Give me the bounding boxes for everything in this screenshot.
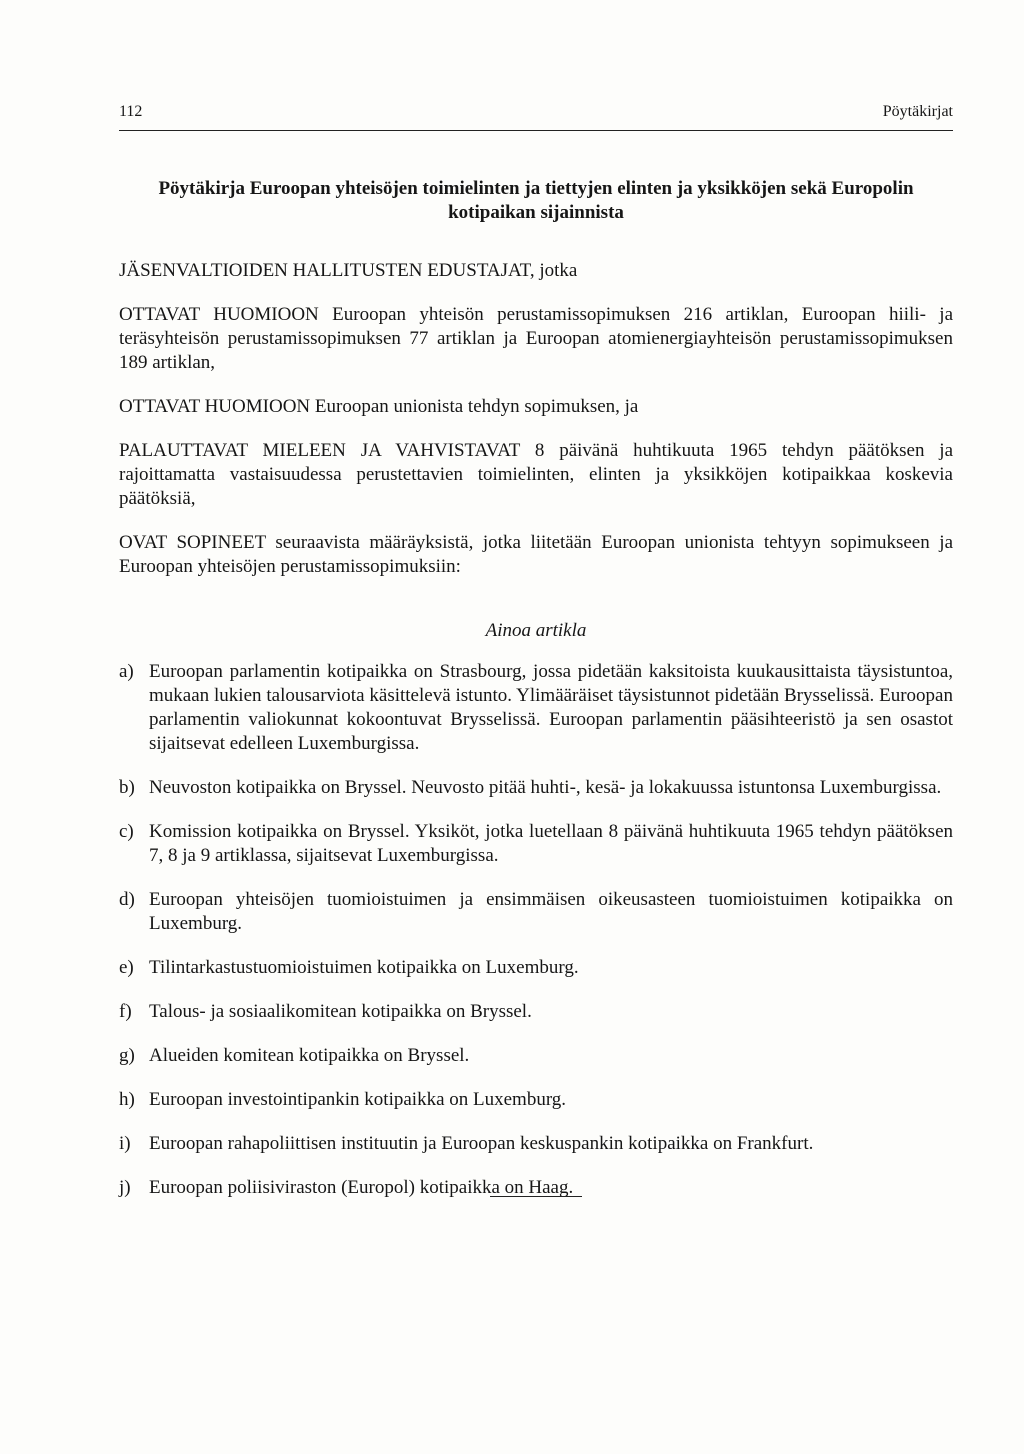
- end-rule: [490, 1196, 582, 1197]
- list-item: [119, 820, 953, 868]
- item-letter: i): [119, 1133, 131, 1154]
- item-letter: d): [119, 889, 135, 910]
- article-item-list: [119, 660, 953, 1200]
- item-letter: h): [119, 1089, 135, 1110]
- intro-paragraph: JÄSENVALTIOIDEN HALLITUSTEN EDUSTAJAT, jotka: [119, 260, 578, 281]
- item-text: Euroopan poliisiviraston (Europol) kotipaikka on Haag.: [149, 1177, 574, 1198]
- item-text: Talous- ja sosiaalikomitean kotipaikka on Bryssel.: [149, 1001, 532, 1022]
- item-letter: j): [119, 1177, 131, 1198]
- list-item: [119, 1044, 953, 1068]
- item-text: Euroopan yhteisöjen tuomioistuimen ja ensimmäisen oikeusasteen tuomioistuimen kotipaikka on Luxemburg.: [149, 889, 953, 934]
- item-text: Komission kotipaikka on Bryssel. Yksiköt, jotka luetellaan 8 päivänä huhtikuuta 1965 tehdyn päätöksen 7, 8 ja 9 artiklassa, sijaitsevat Luxemburgissa.: [149, 821, 953, 866]
- item-letter: a): [119, 661, 134, 682]
- item-text: Euroopan rahapoliittisen instituutin ja Euroopan keskuspankin kotipaikka on Frankfurt.: [149, 1133, 814, 1154]
- list-item: [119, 956, 953, 980]
- item-letter: e): [119, 957, 134, 978]
- recital-paragraph-2: OTTAVAT HUOMIOON Euroopan unionista tehdyn sopimuksen, ja: [119, 396, 639, 417]
- document-body: [119, 259, 953, 1220]
- list-item: [119, 1000, 953, 1024]
- item-letter: g): [119, 1045, 135, 1066]
- recital-paragraph-3: PALAUTTAVAT MIELEEN JA VAHVISTAVAT 8 päivänä huhtikuuta 1965 tehdyn päätöksen ja rajoittamatta vastaisuudessa perustettavien toimielinten, elinten ja yksikköjen kotipaikkaa koskevia päätöksiä,: [119, 440, 953, 509]
- list-item: [119, 660, 953, 756]
- item-letter: c): [119, 821, 134, 842]
- list-item: [119, 888, 953, 936]
- page-header: [119, 103, 953, 121]
- document-title: Pöytäkirja Euroopan yhteisöjen toimielinten ja tiettyjen elinten ja yksikköjen sekä Europolin kotipaikan sijainnista: [158, 178, 914, 223]
- recital-paragraph-1: OTTAVAT HUOMIOON Euroopan yhteisön perustamissopimuksen 216 artiklan, Euroopan hiili- ja teräsyhteisön perustamissopimuksen 77 artiklan ja Euroopan atomienergiayhteisön perustamissopimuksen 189 artiklan,: [119, 304, 953, 373]
- item-text: Euroopan investointipankin kotipaikka on Luxemburg.: [149, 1089, 567, 1110]
- item-text: Euroopan parlamentin kotipaikka on Strasbourg, jossa pidetään kaksitoista kuukausittaista täysistuntoa, mukaan lukien talousarviota käsittelevä istunto. Ylimääräiset täysistunnot pidetään Brysselissä. Euroopan parlamentin valiokunnat kokoontuvat Brysselissä. Euroopan parlamentin pääsihteeristö ja sen osastot sijaitsevat edelleen Luxemburgissa.: [149, 661, 953, 754]
- article-heading: Ainoa artikla: [485, 620, 587, 641]
- agreement-paragraph: OVAT SOPINEET seuraavista määräyksistä, jotka liitetään Euroopan unionista tehtyyn sopimukseen ja Euroopan yhteisöjen perustamissopimuksiin:: [119, 532, 953, 577]
- header-rule: [119, 130, 953, 131]
- page-number: 112: [119, 103, 143, 120]
- running-title: Pöytäkirjat: [882, 103, 953, 120]
- list-item: [119, 1132, 953, 1156]
- item-text: Tilintarkastustuomioistuimen kotipaikka on Luxemburg.: [149, 957, 579, 978]
- item-text: Neuvoston kotipaikka on Bryssel. Neuvosto pitää huhti-, kesä- ja lokakuussa istuntonsa Luxemburgissa.: [149, 777, 942, 798]
- list-item: [119, 1088, 953, 1112]
- item-letter: b): [119, 777, 135, 798]
- list-item: [119, 776, 953, 800]
- item-text: Alueiden komitean kotipaikka on Bryssel.: [149, 1045, 470, 1066]
- item-letter: f): [119, 1001, 132, 1022]
